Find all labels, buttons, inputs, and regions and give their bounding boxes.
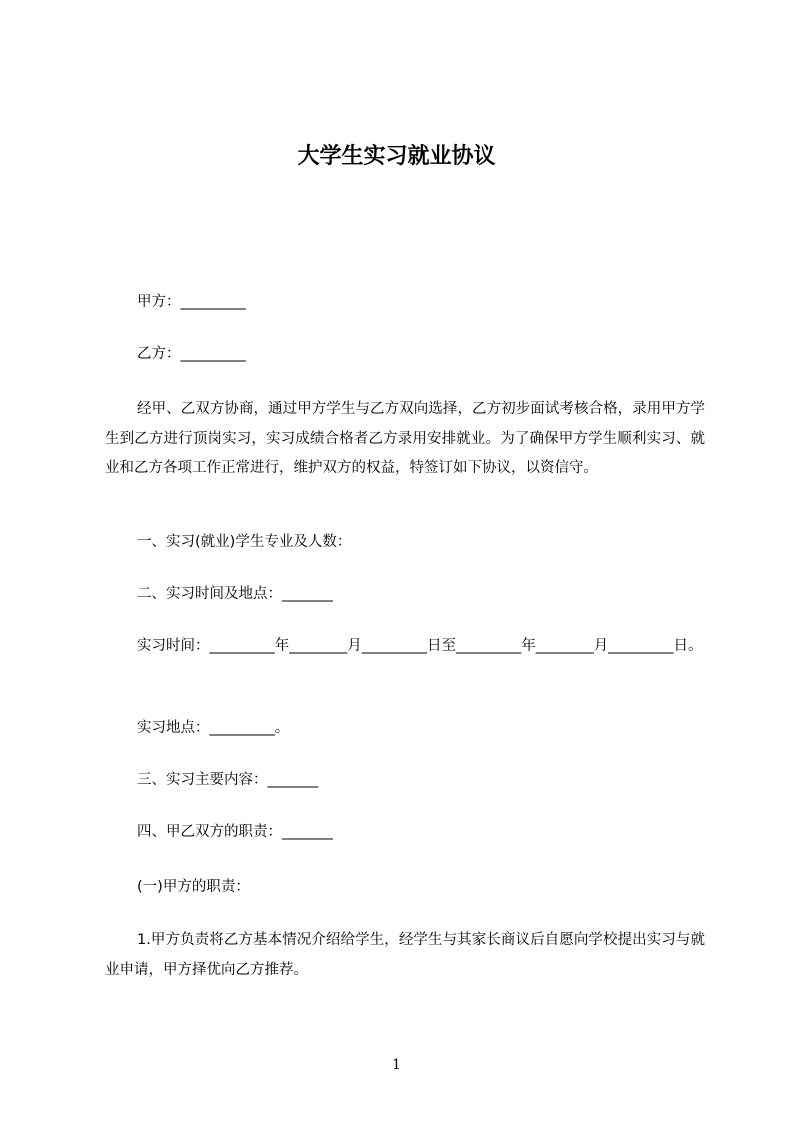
section-3-heading: 三、实习主要内容：_______ xyxy=(137,772,319,788)
internship-place-line: 实习地点：_________。 xyxy=(137,720,290,736)
subsection-a-heading: (一)甲方的职责： xyxy=(137,879,250,895)
preamble-paragraph: 经甲、乙双方协商，通过甲方学生与乙方双向选择，乙方初步面试考核合格，录用甲方学生到乙方进行顶岗实习，实习成绩合格者乙方录用安排就业。为了确保甲方学生顺利实习、就业和乙方各项工作正常进行，维护双方的权益，特签订如下协议，以资信守。 xyxy=(105,401,705,476)
section-4-heading: 四、甲乙双方的职责：_______ xyxy=(137,824,333,840)
section-2-heading: 二、实习时间及地点：_______ xyxy=(137,586,333,602)
party-b-line: 乙方：_________ xyxy=(137,346,246,362)
document-title: 大学生实习就业协议 xyxy=(297,144,496,169)
party-a-line: 甲方：_________ xyxy=(137,294,246,310)
item-1-paragraph: 1.甲方负责将乙方基本情况介绍给学生，经学生与其家长商议后自愿向学校提出实习与就业申请，甲方择优向乙方推荐。 xyxy=(105,932,705,978)
section-1-heading: 一、实习(就业)学生专业及人数： xyxy=(137,534,352,550)
internship-time-paragraph: 实习时间：_________年________月_________日至_________年________月_________日。 xyxy=(137,638,703,654)
page-number: 1 xyxy=(392,1057,401,1073)
